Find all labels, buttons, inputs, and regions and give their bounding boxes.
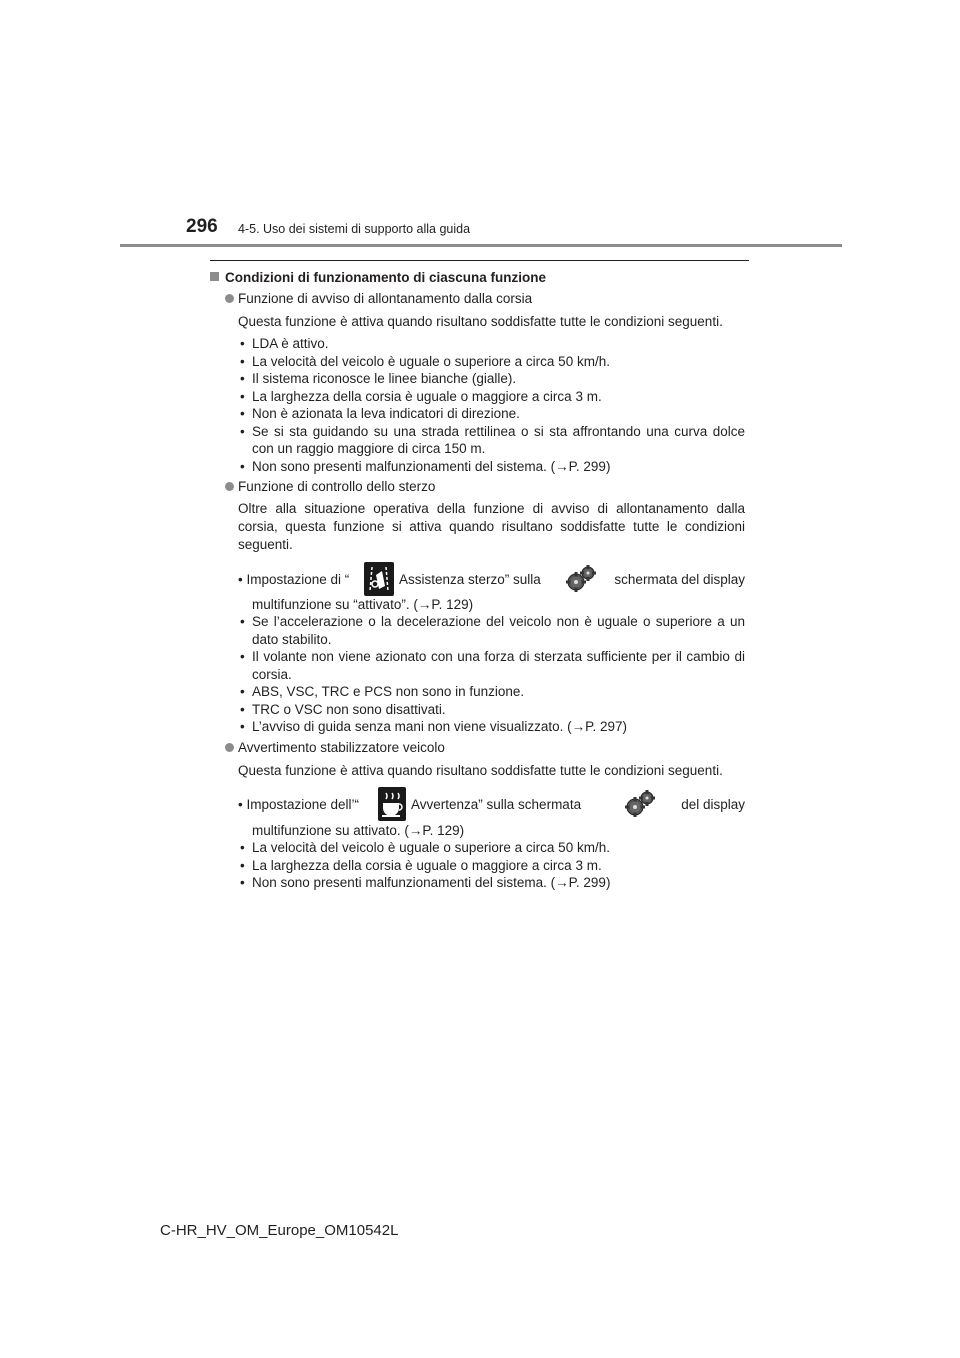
list-item: • Non sono presenti malfunzionamenti del sistema. (→P. 299) (238, 458, 745, 476)
sway-heading-text: Avvertimento stabilizzatore veicolo (238, 740, 445, 755)
icon-item-text-1: • Impostazione di “ (238, 572, 350, 587)
sway-intro: Questa funzione è attiva quando risultano soddisfatte tutte le condizioni seguenti. (238, 763, 723, 778)
chapter-title: 4-5. Uso dei sistemi di supporto alla guida (238, 222, 471, 236)
icon-item-text-3: del display (681, 797, 745, 812)
icon-item-text-1: • Impostazione dell’“ (238, 797, 360, 812)
steering-intro: Oltre alla situazione operativa della funzione di avviso di allontanamento dalla corsia, questa funzione si attiva quando risultano soddisfatte tutte le condizioni seguenti. (238, 501, 745, 552)
section-divider (210, 260, 749, 261)
list-item: • ABS, VSC, TRC e PCS non sono in funzione. (238, 683, 745, 701)
icon-item-text-2: Avvertenza” sulla schermata (411, 797, 582, 812)
list-item: • Il volante non viene azionato con una forza di sterzata sufficiente per il cambio di corsia. (238, 648, 745, 683)
sway-heading (225, 739, 445, 756)
list-item: • Il sistema riconosce le linee bianche (gialle). (238, 370, 745, 388)
list-item: • LDA è attivo. (238, 335, 745, 353)
lda-heading (225, 290, 532, 307)
list-item: • La larghezza della corsia è uguale o maggiore a circa 3 m. (238, 388, 745, 406)
page-number: 296 (186, 216, 218, 237)
icon-item-text-2: Assistenza sterzo” sulla (399, 572, 541, 587)
square-bullet-icon (210, 272, 219, 281)
list-item: • L’avviso di guida senza mani non viene visualizzato. (→P. 297) (238, 718, 745, 736)
steering-conditions-list (238, 613, 745, 736)
lda-conditions-list (238, 335, 745, 475)
list-item: • TRC o VSC non sono disattivati. (238, 701, 745, 719)
steering-icon-item (238, 562, 745, 598)
sway-icon-item (238, 787, 745, 823)
steering-icon-item-continuation: multifunzione su “attivato”. (→P. 129) (252, 597, 474, 612)
document-code: C-HR_HV_OM_Europe_OM10542L (160, 1222, 399, 1239)
sway-icon-item-continuation: multifunzione su attivato. (→P. 129) (252, 823, 465, 838)
section-title-text: Condizioni di funzionamento di ciascuna funzione (225, 270, 546, 285)
list-item: • La velocità del veicolo è uguale o superiore a circa 50 km/h. (238, 353, 745, 371)
list-item: • Se si sta guidando su una strada rettilinea o si sta affrontando una curva dolce con un raggio maggiore di circa 150 m. (238, 423, 745, 458)
sway-conditions-list (238, 839, 745, 892)
settings-gear-icon (622, 789, 656, 821)
steering-heading (225, 478, 435, 495)
list-item: • La larghezza della corsia è uguale o maggiore a circa 3 m. (238, 857, 745, 875)
coffee-cup-icon (378, 787, 406, 821)
lda-heading-text: Funzione di avviso di allontanamento dalla corsia (238, 291, 533, 306)
section-title (210, 269, 546, 286)
header-divider (120, 244, 842, 247)
circle-bullet-icon (225, 482, 234, 491)
list-item: • Se l’accelerazione o la decelerazione del veicolo non è uguale o superiore a un dato stabilito. (238, 613, 745, 648)
list-item: • Non sono presenti malfunzionamenti del sistema. (→P. 299) (238, 874, 745, 892)
list-item: • Non è azionata la leva indicatori di direzione. (238, 405, 745, 423)
list-item: • La velocità del veicolo è uguale o superiore a circa 50 km/h. (238, 839, 745, 857)
lda-intro: Questa funzione è attiva quando risultano soddisfatte tutte le condizioni seguenti. (238, 314, 723, 329)
circle-bullet-icon (225, 294, 234, 303)
steering-assist-icon (364, 562, 394, 596)
steering-heading-text: Funzione di controllo dello sterzo (238, 479, 436, 494)
icon-item-text-3: schermata del display (614, 572, 745, 587)
settings-gear-icon (563, 564, 597, 596)
circle-bullet-icon (225, 743, 234, 752)
